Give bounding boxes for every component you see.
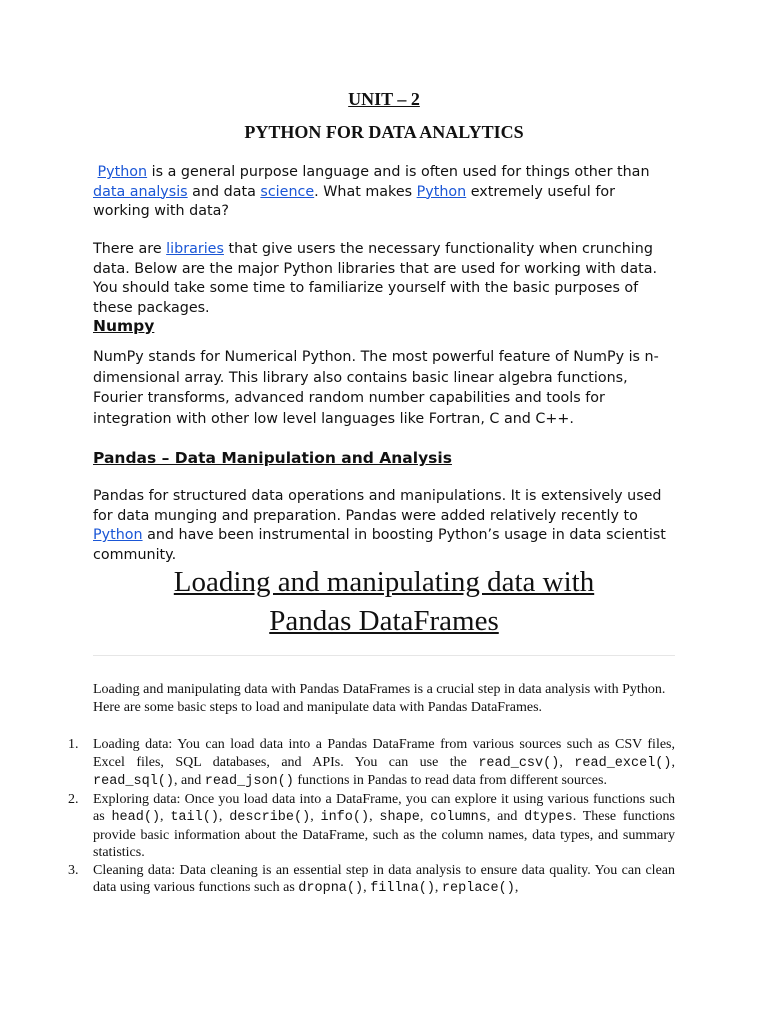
python-link-3[interactable]: Python bbox=[93, 527, 143, 543]
python-link-2[interactable]: Python bbox=[416, 183, 467, 200]
list-item: 1. Loading data: You can load data into a Pandas DataFrame from various sources such as CSV files, Excel files, SQL databases, and APIs. You can use the read_csv(), read_excel(), read_sql(), and read_json() functions in Pandas to read data from different sources. bbox=[68, 737, 676, 789]
steps-list bbox=[68, 736, 676, 898]
section-title-line-2: Pandas DataFrames bbox=[269, 605, 499, 637]
libraries-link[interactable]: libraries bbox=[166, 241, 224, 257]
list-item: 3. Cleaning data: Data cleaning is an essential step in data analysis to ensure data quality. You can clean data using various functions such as dropna(), fillna(), replace(), bbox=[68, 862, 675, 896]
page-title: PYTHON FOR DATA ANALYTICS bbox=[244, 122, 524, 142]
section-intro: Loading and manipulating data with Pandas DataFrames is a crucial step in data analysis with Python. Here are some basic steps to load and manipulate data with Pandas DataFrames. bbox=[93, 682, 666, 715]
intro-paragraph: Python is a general purpose language and is often used for things other than data analysis and data science. What makes Python extremely useful for working with data? bbox=[93, 164, 650, 219]
pandas-paragraph: Pandas for structured data operations and manipulations. It is extensively used for data munging and preparation. Pandas were added relatively recently to Python and have been instrumental in boosting Python’s usage in data scientist community. bbox=[93, 488, 666, 563]
python-link[interactable]: Python bbox=[97, 164, 148, 180]
data-analysis-link[interactable]: data analysis bbox=[93, 183, 188, 200]
numpy-heading: Numpy bbox=[93, 317, 155, 335]
list-item: 2. Exploring data: Once you load data into a DataFrame, you can explore it using various functions such as head(), tail(), describe(), info(), shape, columns, and dtypes. These functions provide basic information about the DataFrame, such as the column names, data types, and summary statistics. bbox=[68, 791, 676, 860]
science-link[interactable]: science bbox=[260, 183, 315, 200]
numpy-paragraph: NumPy stands for Numerical Python. The most powerful feature of NumPy is n-dimensional array. This library also contains basic linear algebra functions, Fourier transforms, advanced random number capabilities and tools for integration with other low level languages like Fortran, C and C++. bbox=[93, 349, 659, 427]
section-title-line-1: Loading and manipulating data with bbox=[173, 566, 595, 598]
unit-heading: UNIT – 2 bbox=[348, 89, 420, 109]
pandas-heading: Pandas – Data Manipulation and Analysis bbox=[93, 449, 452, 467]
libraries-paragraph: There are libraries that give users the necessary functionality when crunching data. Below are the major Python libraries that are used for working with data. You should take some time to familiarize yourself with the basic purposes of these packages. bbox=[93, 241, 658, 316]
divider bbox=[93, 655, 675, 656]
